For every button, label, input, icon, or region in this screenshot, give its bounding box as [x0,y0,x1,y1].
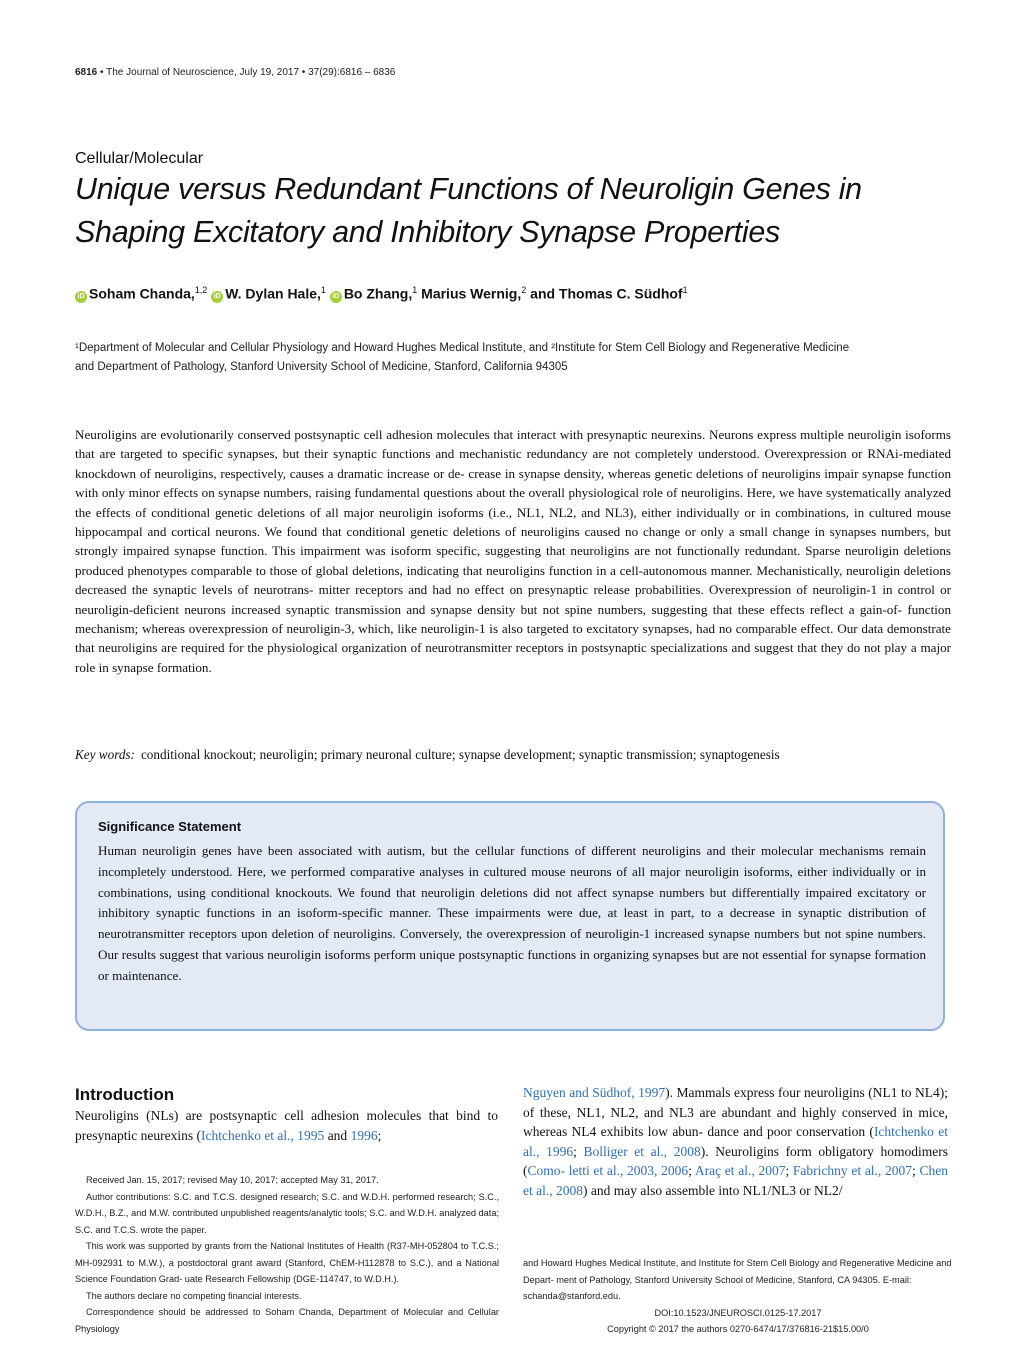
citation-link[interactable]: Chen et al., 2008 [523,1163,948,1198]
citation-link[interactable]: 1996 [350,1127,378,1143]
body-text: ; [573,1143,584,1159]
keywords [75,747,955,763]
body-text: ; [785,1163,793,1178]
footnote-support: This work was supported by grants from the National Institutes of Health (R37-MH-052804 to T.C.S.; MH-092931 to M.W.), a postdoctoral grant award (Stanford, ChEM-H112878 to S.C.), and a National Science Foundation Grad- uate Research Fellowship (DGE-114747, to W.D.H.). [75,1241,499,1284]
article-title [75,168,955,254]
introduction-heading: Introduction [75,1085,175,1104]
footnotes-left [75,1172,499,1337]
copyright: Copyright © 2017 the authors 0270-6474/17/376816-21$15.00/0 [607,1324,869,1334]
citation-link[interactable]: Nguyen and Südhof, 1997 [523,1085,666,1100]
abstract: Neuroligins are evolutionarily conserved postsynaptic cell adhesion molecules that interact with presynaptic neurexins. Neurons express multiple neuroligin isoforms that are targeted to specific synapses, but their synaptic functions and mechanistic redundancy are not completely understood. Overexpression or RNAi-mediated knockdown of neuroligins, respectively, causes a dramatic increase or de- crease in synapse density, whereas genetic deletions of neuroligins impair synapse function with only minor effects on synapse numbers, raising fundamental questions about the overall physiological role of neuroligins. Here, we have systematically analyzed the effects of conditional genetic deletions of all major neuroligin isoforms (i.e., NL1, NL2, and NL3), either individually or in combinations, in cultured mouse hippocampal and cortical neurons. We found that conditional genetic deletions of neuroligins caused no change or only a small change in synapses numbers, but strongly impaired synapse function. This impairment was isoform specific, suggesting that neuroligins are not functionally redundant. Sparse neuroligin deletions produced phenotypes comparable to those of global deletions, indicating that neuroligins function in a cell-autonomous manner. Mechanistically, neuroligin deletions decreased the synaptic levels of neurotrans- mitter receptors and had no effect on presynaptic release probabilities. Overexpression of neuroligin-1 in control or neuroligin-deficient neurons increased synaptic transmission and synapse density but not spine numbers, suggesting that these effects reflect a gain-of- function mechanism; whereas overexpression of neuroligin-3, which, like neuroligin-1 is also targeted to excitatory synapses, had no comparable effect. Our data demonstrate that neuroligins are required for the physiological organization of neurotransmitter receptors in postsynaptic specializations and suggest that they do not play a major role in synapse formation. [75,427,951,675]
citation-link[interactable]: Bolliger et al., 2008 [583,1143,701,1159]
citation-link[interactable]: Fabrichny et al., 2007 [792,1163,913,1178]
affiliation-line: ¹Department of Molecular and Cellular Physiology and Howard Hughes Medical Institute, and ²Institute for Stem Cell Biology and Regenerative Medicine [75,342,850,354]
significance-statement-title: Significance Statement [98,819,242,834]
body-text: Neuroligins (NLs) are postsynaptic cell adhesion molecules that bind to presynaptic neurexins ( [75,1108,498,1143]
orcid-icon[interactable]: iD [330,291,342,303]
address-text: and Howard Hughes Medical Institute, and Institute for Stem Cell Biology and Regenerative Medicine and Depart- ment of Pathology, Stanford University School of Medicine, Stanford, CA 94305. E-mail: [523,1258,952,1285]
footnote-correspondence: Correspondence should be addressed to Soham Chanda, Department of Molecular and Cellular Physiology [75,1307,499,1334]
body-text: ; [688,1163,695,1178]
affiliation-line: and Department of Pathology, Stanford University School of Medicine, Stanford, California 94305 [75,361,568,373]
title-line-2: Shaping Excitatory and Inhibitory Synapse Properties [75,215,780,249]
running-header [75,67,395,78]
author-affiliation-mark: 1 [682,285,688,295]
author-affiliation-mark: 2 [521,285,527,295]
body-text: ; [912,1163,920,1178]
author-list [75,285,955,303]
body-text: ). Mammals express four neuroligins (NL1 to NL4); of these, NL1, NL2, and NL3 are abundant and highly conserved in mice, whereas NL4 exhibits low abun- dance and poor conservation ( [523,1085,948,1139]
author-affiliation-mark: 1 [320,285,326,295]
footnote-address [523,1255,953,1305]
author-name: Soham Chanda, [89,285,195,302]
title-line-1: Unique versus Redundant Functions of Neuroligin Genes in [75,172,862,206]
affiliations [75,339,955,377]
journal-citation: • The Journal of Neuroscience, July 19, 2017 • 37(29):6816 – 6836 [97,67,396,78]
footnote-competing: The authors declare no competing financial interests. [86,1290,302,1301]
significance-statement-body: Human neuroligin genes have been associated with autism, but the cellular functions of different neuroligins and their molecular mechanisms remain incompletely understood. Here, we performed comparative analyses in cultured mouse neurons of all major neuroligin isoforms, either individually or in combinations, using conditional knockouts. We found that neuroligin deletions did not affect synapse numbers but differentially impaired excitatory or inhibitory synaptic functions in an isoform-specific manner. These impairments were due, at least in part, to a decrease in synaptic distribution of neurotransmitter receptors upon deletion of neuroligins. Conversely, the overexpression of neuroligin-1 increased synapse numbers but not spine numbers. Our results suggest that various neuroligin isoforms perform unique postsynaptic functions in organizing synapses but are not essential for synapse formation or maintenance. [98,843,926,983]
citation-link[interactable]: Ichtchenko et al., 1996 [523,1124,948,1159]
orcid-icon[interactable]: iD [211,291,223,303]
author-affiliation-mark: 1 [412,285,418,295]
page-number: 6816 [75,67,98,78]
author-affiliation-mark: 1,2 [194,285,208,295]
address-end: . [618,1291,621,1301]
footnote-contributions: Author contributions: S.C. and T.C.S. designed research; S.C. and W.D.H. performed research; S.C., W.D.H., B.Z., and M.W. contributed unpublished reagents/analytic tools; S.C. and W.D.H. analyzed data; S.C. and T.C.S. wrote the paper. [75,1191,499,1235]
body-text: ; [377,1127,382,1143]
orcid-icon[interactable]: iD [75,291,87,303]
citation-link[interactable]: Araç et al., 2007 [694,1163,786,1178]
body-text: and [324,1127,351,1143]
body-text: ) and may also assemble into NL1/NL3 or NL2/ [583,1182,843,1198]
citation-link[interactable]: Ichtchenko et al., 1995 [200,1127,325,1143]
author-name: and Thomas C. Südhof [530,285,683,302]
footnotes-right [523,1255,953,1338]
doi[interactable]: DOI:10.1523/JNEUROSCI.0125-17.2017 [654,1307,822,1318]
author-name: W. Dylan Hale, [225,285,321,302]
citation-link[interactable]: Como- letti et al., 2003, 2006 [527,1163,689,1178]
keywords-text: conditional knockout; neuroligin; primary neuronal culture; synapse development; synaptic transmission; synaptogenesis [140,747,780,762]
keywords-label: Key words: [75,747,135,762]
email-link[interactable]: schanda@stanford.edu [523,1291,619,1301]
intro-left-column [75,1106,498,1145]
author-name: Bo Zhang, [343,285,413,302]
body-text: ). Neuroligins form obligatory homodimers ( [523,1143,948,1178]
footnote-received: Received Jan. 15, 2017; revised May 10, 2017; accepted May 31, 2017. [86,1175,379,1185]
author-name: Marius Wernig, [421,285,522,302]
section-label: Cellular/Molecular [75,150,204,167]
intro-right-column [523,1083,948,1200]
